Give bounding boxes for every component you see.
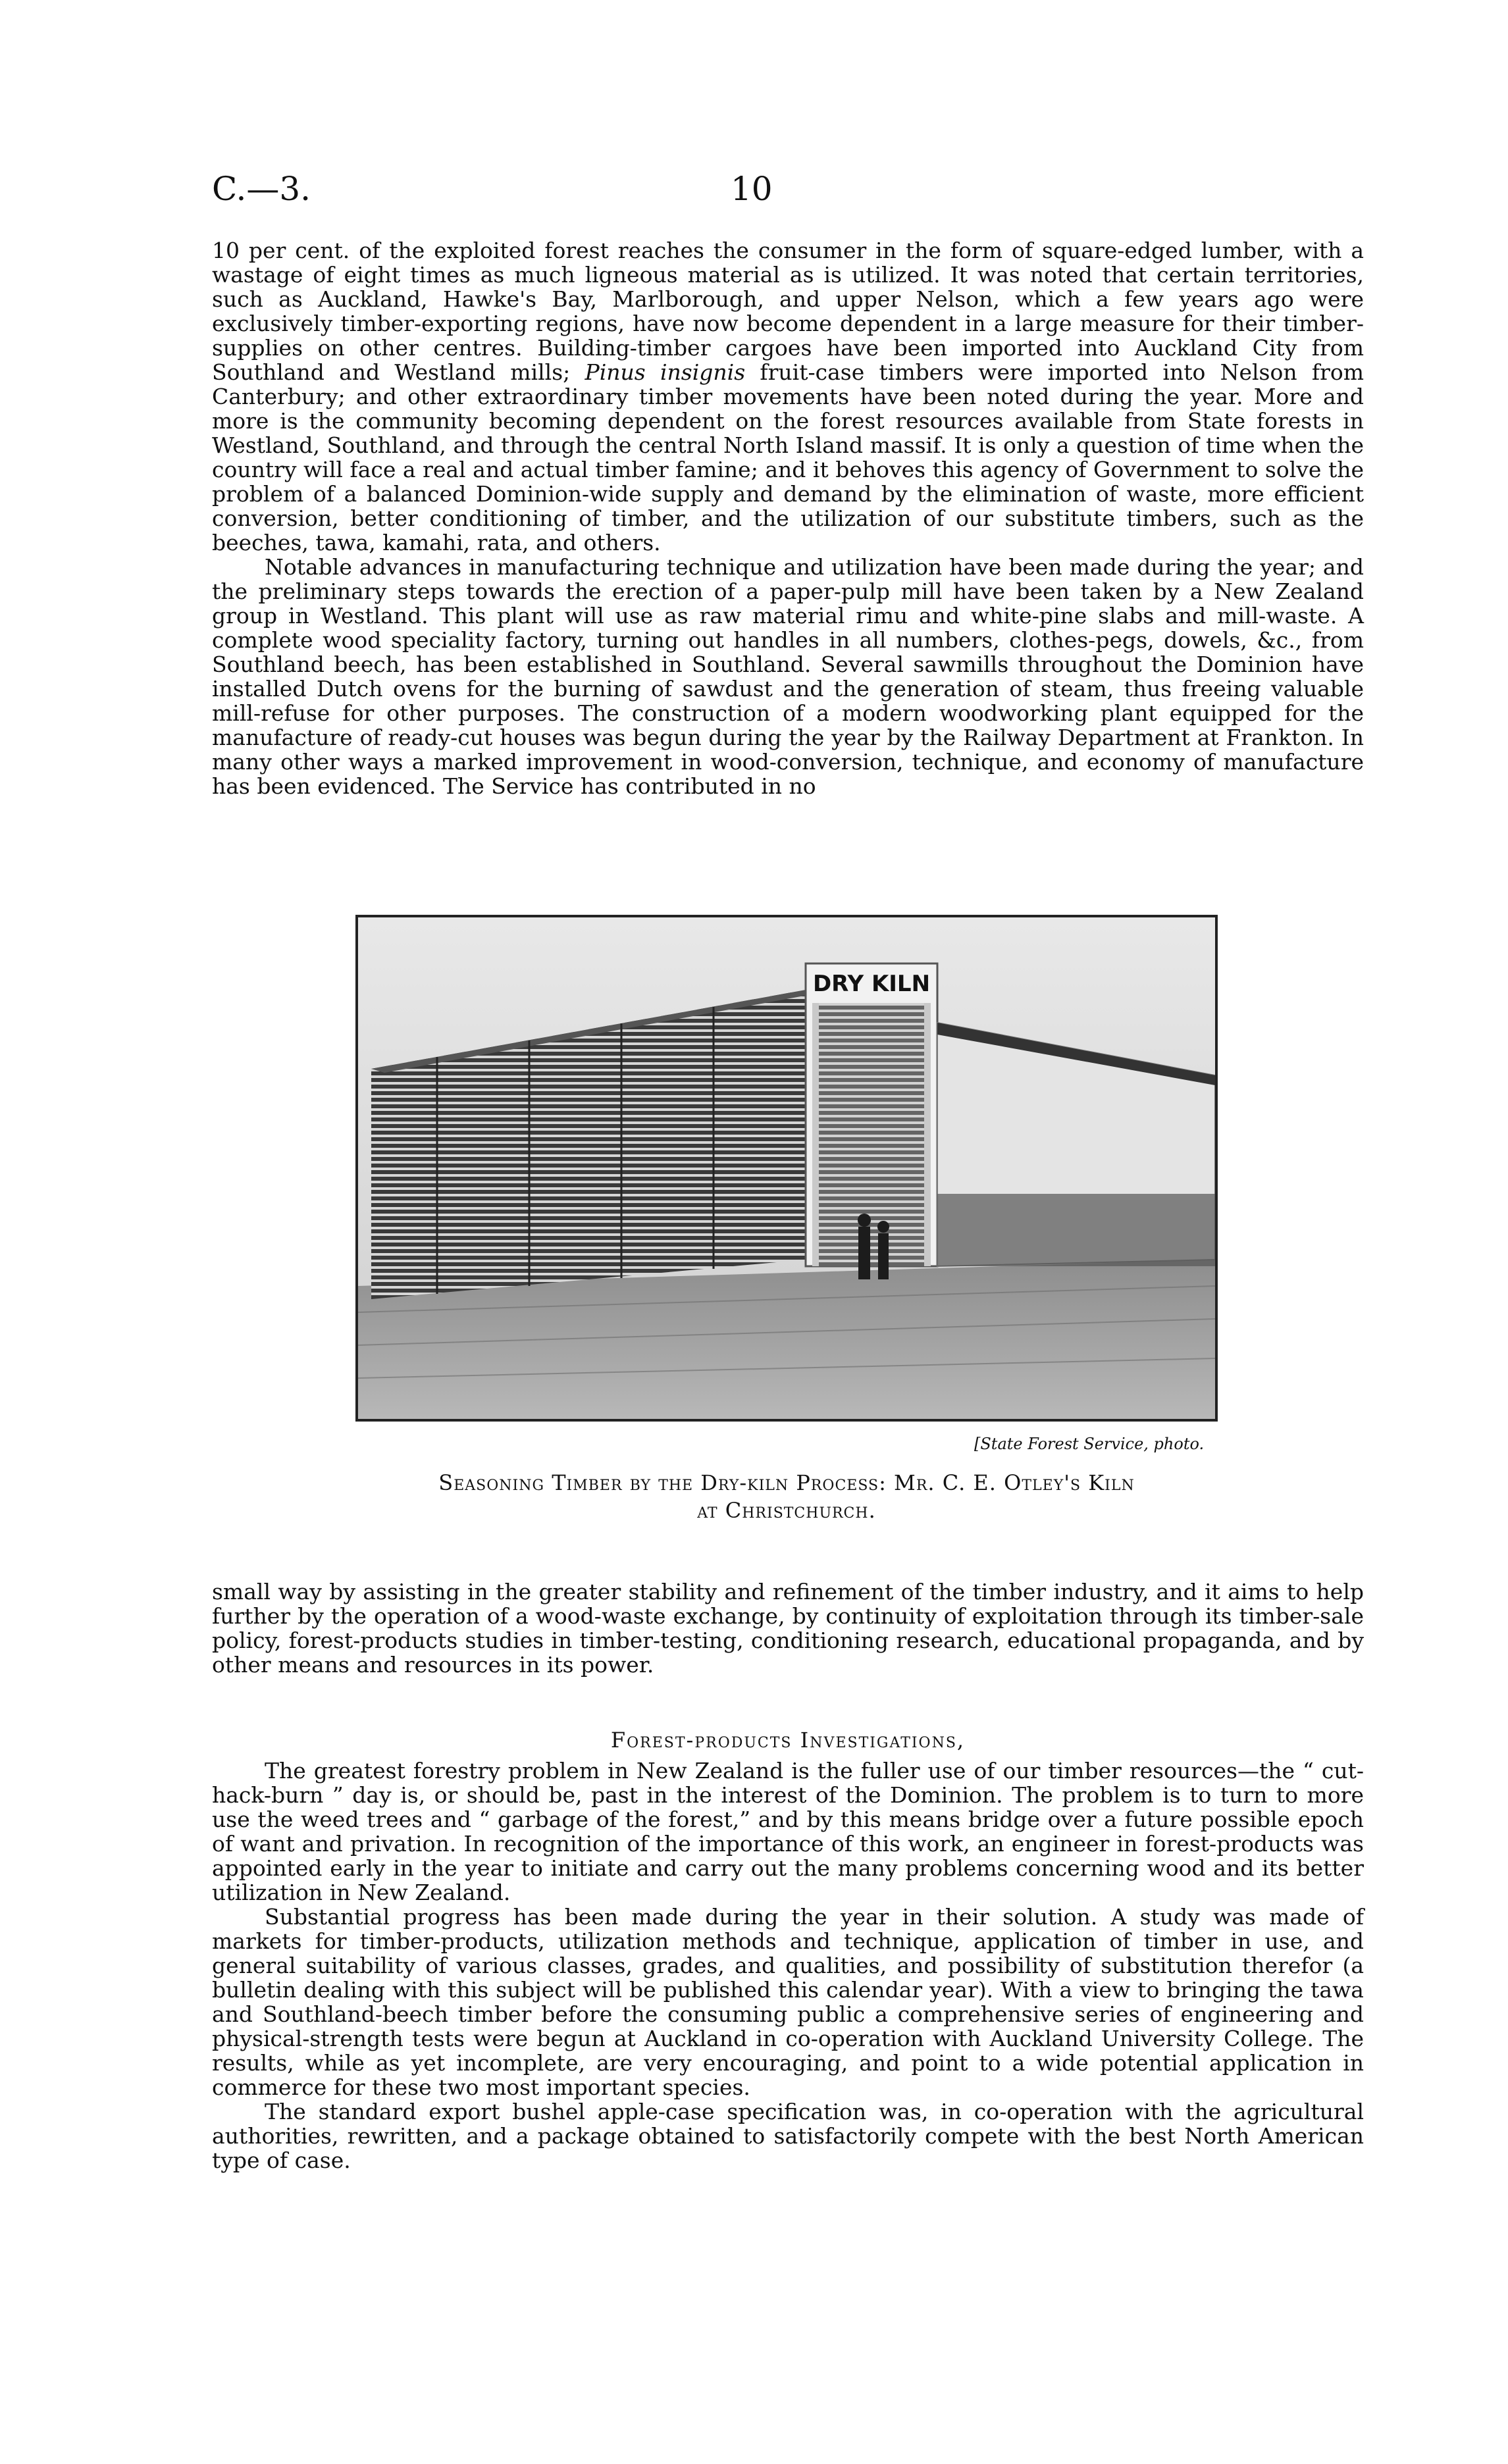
dry-kiln-photo: [355, 915, 1218, 1422]
paragraph-apple-case: The standard export bushel apple-case specification was, in co-operation with the agricultural authorities, rewritten, and a package obtained to satisfactorily compete with the best North American type of case.: [212, 2099, 1364, 2173]
section-heading: Forest-products Investigations,: [610, 1728, 966, 1753]
caption-line-2: at Christchurch.: [697, 1498, 876, 1523]
paragraph-timber-supply: 10 per cent. of the exploited forest reaches the consumer in the form of square-edged lumber, with a wastage of eight times as much ligneous material as is utilized. It was noted that certain territories, such as Auckland, Hawke's Bay, Marlborough, and upper Nelson, which a few years ago were exclusively timber-exporting regions, have now become dependent in a large measure for their timber-supplies on other centres. Building-timber cargoes have been imported into Auckland City from Southland and Westland mills; Pinus insignis fruit-case timbers were imported into Nelson from Canterbury; and other extraordinary timber movements have been noted during the year. More and more is the community becoming dependent on the forest resources available from State forests in Westland, Southland, and through the central North Island massif. It is only a question of time when the country will face a real and actual timber famine; and it behoves this agency of Government to solve the problem of a balanced Dominion-wide supply and demand by the elimination of waste, more efficient conversion, better conditioning of timber, and the utilization of our substitute timbers, such as the beeches, tawa, kamahi, rata, and others.: [212, 238, 1365, 555]
paragraph-forestry-problem: The greatest forestry problem in New Zealand is the fuller use of our timber resources—the “ cut-hack-burn ” day is, or should be, past in the interest of the Dominion. The problem is to turn to more use the weed trees and “ garbage of the forest,” and by this means bridge over a future possible epoch of want and privation. In recognition of the importance of this work, an engineer in forest-products was appointed early in the year to initiate and carry out the many problems concerning wood and its better utilization in New Zealand.: [212, 1758, 1364, 1905]
photo-credit: [State Forest Service, photo.: [974, 1435, 1205, 1453]
text-block-bottom: [212, 1758, 1364, 2172]
text-block-middle: [212, 1579, 1364, 1677]
page-number: 10: [731, 170, 773, 208]
paragraph-substantial-progress: Substantial progress has been made during the year in their solution. A study was made of markets for timber-products, utilization methods and technique, application of timber in use, and general suitability of various classes, grades, and qualities, and possibility of substitution therefor (a bulletin dealing with this subject will be published this calendar year). With a view to bringing the tawa and Southland-beech timber before the consuming public a comprehensive series of engineering and physical-strength tests were begun at Auckland in co-operation with Auckland University College. The results, while as yet incomplete, are very encouraging, and point to a wide potential application in commerce for these two most important species.: [212, 1904, 1364, 2100]
paragraph-manufacturing-advances: Notable advances in manufacturing technique and utilization have been made during the year; and the preliminary steps towards the erection of a paper-pulp mill have been taken by a New Zealand group in Westland. This plant will use as raw material rimu and white-pine slabs and mill-waste. A complete wood speciality factory, turning out handles in all numbers, clothes-pegs, dowels, &c., from Southland beech, has been established in Southland. Several sawmills throughout the Dominion have installed Dutch ovens for the burning of sawdust and the generation of steam, thus freeing valuable mill-refuse for other purposes. The construction of a modern woodworking plant equipped for the manufacture of ready-cut houses was begun during the year by the Railway Department at Frankton. In many other ways a marked improvement in wood-conversion, technique, and economy of manufacture has been evidenced. The Service has contributed in no: [212, 554, 1364, 799]
text-block-top: [212, 238, 1364, 798]
photo-caption: [355, 1469, 1218, 1524]
dry-kiln-sign: DRY KILN: [812, 971, 931, 997]
document-reference: C.—3.: [212, 170, 311, 208]
paragraph-service-contribution: small way by assisting in the greater stability and refinement of the timber industry, and it aims to help further by the operation of a wood-waste exchange, by continuity of exploitation through its timber-sale policy, forest-products studies in timber-testing, conditioning research, educational propaganda, and by other means and resources in its power.: [212, 1579, 1364, 1678]
caption-line-1: Seasoning Timber by the Dry-kiln Process: Mr. C. E. Otley's Kiln: [438, 1470, 1135, 1495]
